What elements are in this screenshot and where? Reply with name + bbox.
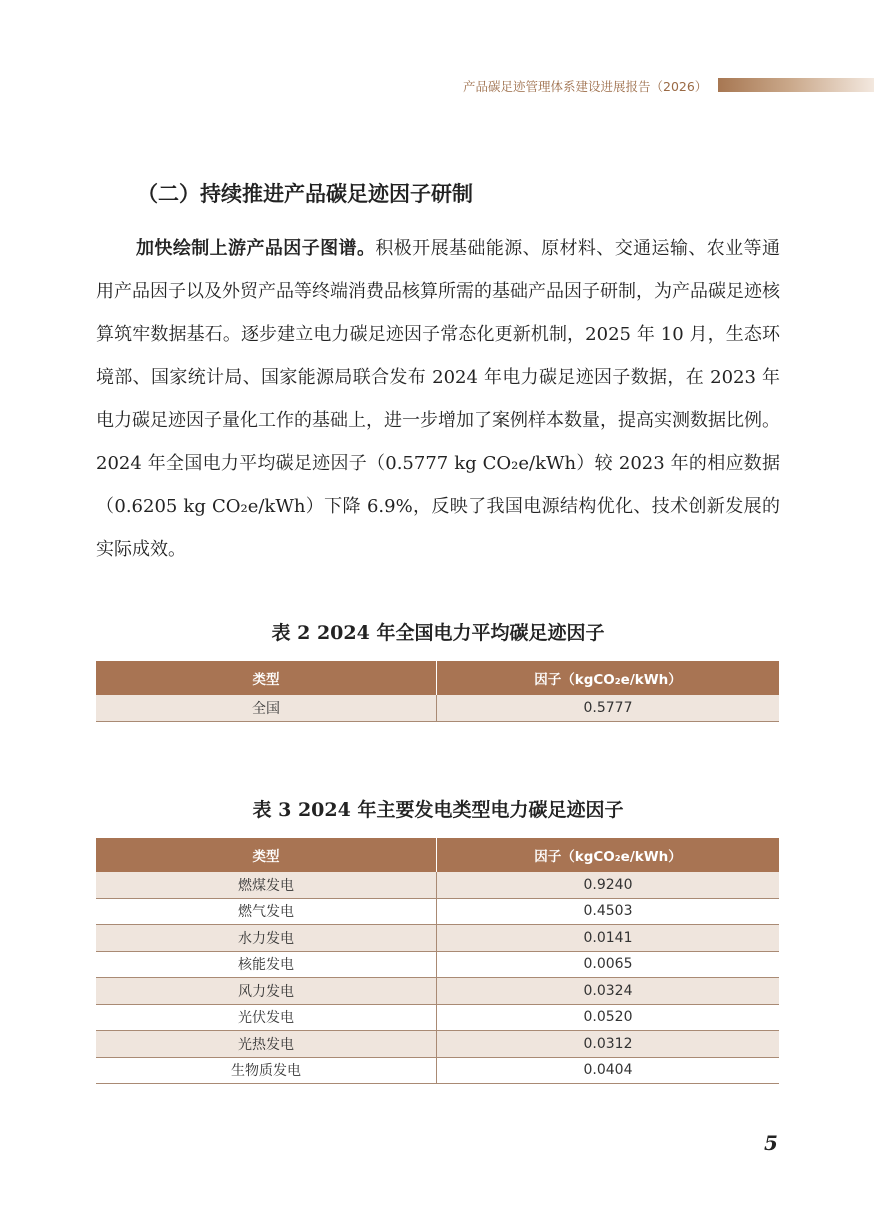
type-cell: 燃气发电 bbox=[96, 898, 437, 925]
type-cell: 光热发电 bbox=[96, 1031, 437, 1058]
factor-cell: 0.9240 bbox=[437, 872, 780, 898]
factor-cell: 0.0520 bbox=[437, 1004, 780, 1031]
factor-cell: 0.0324 bbox=[437, 978, 780, 1005]
type-cell: 光伏发电 bbox=[96, 1004, 437, 1031]
factor-cell: 0.0404 bbox=[437, 1057, 780, 1084]
table-row bbox=[96, 695, 779, 721]
table-row bbox=[96, 1004, 779, 1031]
section-title: （二）持续推进产品碳足迹因子研制 bbox=[137, 181, 473, 206]
body-paragraph bbox=[96, 227, 780, 571]
type-cell: 水力发电 bbox=[96, 925, 437, 952]
column-header-factor: 因子（kgCO₂e/kWh） bbox=[437, 661, 780, 695]
running-header: 产品碳足迹管理体系建设进展报告（2026） bbox=[463, 79, 708, 94]
table-row bbox=[96, 1057, 779, 1084]
column-header-factor: 因子（kgCO₂e/kWh） bbox=[437, 838, 780, 872]
column-header-type: 类型 bbox=[96, 661, 437, 695]
table3-generation-type-factors bbox=[96, 838, 779, 1084]
page-number: 5 bbox=[764, 1131, 778, 1155]
table2-title: 表 2 2024 年全国电力平均碳足迹因子 bbox=[271, 622, 605, 644]
table-row bbox=[96, 872, 779, 898]
factor-cell: 0.0065 bbox=[437, 951, 780, 978]
header-accent-bar bbox=[718, 78, 874, 92]
factor-cell: 0.5777 bbox=[437, 695, 780, 721]
table2-national-factor bbox=[96, 661, 779, 722]
table-row bbox=[96, 951, 779, 978]
type-cell: 燃煤发电 bbox=[96, 872, 437, 898]
factor-cell: 0.4503 bbox=[437, 898, 780, 925]
table-header-row bbox=[96, 838, 779, 872]
type-cell: 核能发电 bbox=[96, 951, 437, 978]
paragraph-lead: 加快绘制上游产品因子图谱。 bbox=[136, 238, 376, 259]
table-header-row bbox=[96, 661, 779, 695]
table3-title: 表 3 2024 年主要发电类型电力碳足迹因子 bbox=[252, 799, 624, 821]
table-row bbox=[96, 898, 779, 925]
factor-cell: 0.0312 bbox=[437, 1031, 780, 1058]
type-cell: 生物质发电 bbox=[96, 1057, 437, 1084]
type-cell: 风力发电 bbox=[96, 978, 437, 1005]
table-row bbox=[96, 925, 779, 952]
paragraph-text: 积极开展基础能源、原材料、交通运输、农业等通用产品因子以及外贸产品等终端消费品核算所需的基础产品因子研制，为产品碳足迹核算筑牢数据基石。逐步建立电力碳足迹因子常态化更新机制，2025 年 10 月，生态环境部、国家统计局、国家能源局联合发布 2024 年电力碳足迹因子数据，在 2023 年电力碳足迹因子量化工作的基础上，进一步增加了案例样本数量，提高实测数据比例。2024 年全国电力平均碳足迹因子（0.5777 kg CO₂e/kWh）较 2023 年的相应数据（0.6205 kg CO₂e/kWh）下降 6.9%，反映了我国电源结构优化、技术创新发展的实际成效。 bbox=[96, 238, 781, 560]
table-row bbox=[96, 1031, 779, 1058]
type-cell: 全国 bbox=[96, 695, 437, 721]
column-header-type: 类型 bbox=[96, 838, 437, 872]
table-row bbox=[96, 978, 779, 1005]
factor-cell: 0.0141 bbox=[437, 925, 780, 952]
